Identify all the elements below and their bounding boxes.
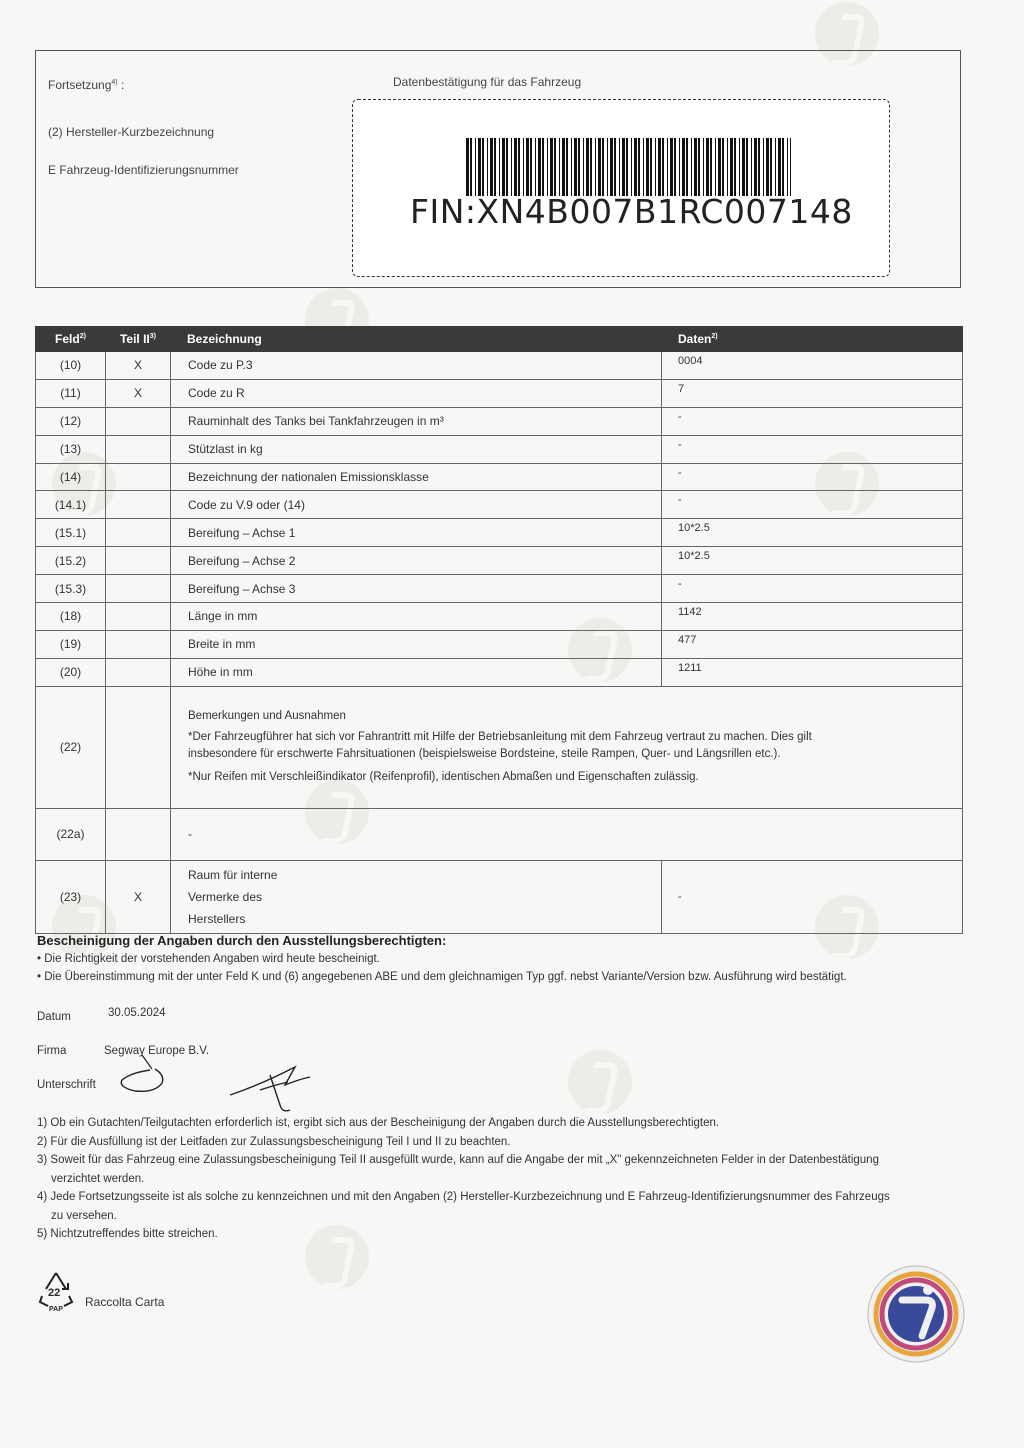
barcode-bar: [494, 138, 496, 196]
barcode-bar: [626, 138, 628, 196]
barcode-bar: [478, 138, 481, 196]
barcode-bar: [562, 138, 565, 196]
internal-notes-line-1: Raum für interne: [188, 867, 278, 882]
feld-cell: (14.1): [36, 491, 106, 519]
barcode-bar: [698, 138, 700, 196]
table-row: [36, 519, 963, 547]
col-teil-header: Teil II$^{3)}$: [106, 327, 171, 352]
barcode-bar: [607, 138, 608, 196]
date-label: Datum: [37, 1011, 71, 1023]
barcode-bar: [598, 138, 601, 196]
bezeichnung-cell: Bezeichnung der nationalen Emissionsklasse: [171, 463, 662, 491]
barcode-bar: [475, 138, 476, 196]
certification-bullet-2: • Die Übereinstimmung mit der unter Feld K und (6) angegebenen ABE und dem gleichnamigen Typ ggf. nebst Variante/Version bzw. Ausführung wird bestätigt.: [37, 971, 847, 983]
barcode-bar: [763, 138, 764, 196]
table-row: [36, 491, 963, 519]
bezeichnung-cell: [171, 860, 662, 933]
table-row: [36, 547, 963, 575]
teil-cell: [106, 547, 171, 575]
barcode-bar: [634, 138, 637, 196]
feld-cell: (23): [36, 860, 106, 933]
feld-cell: (22a): [36, 808, 106, 860]
date-value: 30.05.2024: [108, 1007, 166, 1019]
feld-cell: (14): [36, 463, 106, 491]
footnotes: [37, 1114, 977, 1244]
teil-cell: [106, 658, 171, 686]
company-label: Firma: [37, 1045, 67, 1057]
barcode-bar: [778, 138, 781, 196]
barcode-bar: [514, 138, 517, 196]
handwritten-signature: [110, 1055, 330, 1115]
barcode-bar: [670, 138, 673, 196]
feld-cell: (11): [36, 379, 106, 407]
daten-cell: 7: [662, 379, 963, 407]
barcode-bar: [770, 138, 772, 196]
table-row: [36, 658, 963, 686]
barcode-bar: [682, 138, 685, 196]
barcode-bar: [511, 138, 512, 196]
col-feld-header: Feld$^{2)}$: [36, 327, 106, 352]
daten-cell: -: [662, 407, 963, 435]
barcode-bar: [646, 138, 649, 196]
continuation-label: Fortsetzung$^{4)}$ :: [48, 78, 125, 92]
barcode-bar: [470, 138, 472, 196]
daten-cell: -: [662, 435, 963, 463]
table-row: [36, 575, 963, 603]
teil-cell: [106, 630, 171, 658]
barcode-bar: [590, 138, 592, 196]
teil-cell: [106, 686, 171, 808]
teil-cell: X: [106, 352, 171, 380]
internal-notes-line-3: Herstellers: [188, 911, 246, 926]
feld-cell: (13): [36, 435, 106, 463]
bezeichnung-cell: Rauminhalt des Tanks bei Tankfahrzeugen in m³: [171, 407, 662, 435]
barcode-bar: [715, 138, 716, 196]
barcode-bar: [706, 138, 709, 196]
bezeichnung-cell: Stützlast in kg: [171, 435, 662, 463]
table-row: [36, 808, 963, 860]
bezeichnung-cell: Code zu V.9 oder (14): [171, 491, 662, 519]
feld-cell: (12): [36, 407, 106, 435]
feld-cell: (19): [36, 630, 106, 658]
barcode-bar: [502, 138, 505, 196]
daten-cell: -: [662, 491, 963, 519]
bezeichnung-cell: Code zu R: [171, 379, 662, 407]
recycling-label: Raccolta Carta: [85, 1295, 165, 1309]
footnote-2: 2) Für die Ausfüllung ist der Leitfaden zur Zulassungsbescheinigung Teil I und II zu beachten.: [37, 1135, 511, 1148]
barcode-bar: [694, 138, 697, 196]
barcode-bar: [730, 138, 733, 196]
barcode-bar: [691, 138, 692, 196]
barcode-bar: [722, 138, 724, 196]
teil-cell: X: [106, 379, 171, 407]
table-row: [36, 435, 963, 463]
daten-cell: -: [662, 575, 963, 603]
teil-cell: [106, 519, 171, 547]
barcode-bar: [518, 138, 520, 196]
bezeichnung-cell: Code zu P.3: [171, 352, 662, 380]
barcode-bar: [530, 138, 532, 196]
daten-cell: -: [662, 463, 963, 491]
barcode-bar: [542, 138, 544, 196]
barcode-bar: [655, 138, 656, 196]
watermark-logo: [568, 1050, 632, 1114]
barcode-bar: [526, 138, 529, 196]
footnote-1: 1) Ob ein Gutachten/Teilgutachten erforderlich ist, ergibt sich aus der Bescheinigung der Angaben durch die Ausstellungsberechtigten.: [37, 1117, 720, 1129]
vehicle-data-table: [35, 326, 963, 934]
barcode-bar: [751, 138, 752, 196]
hologram-seal-icon: [866, 1264, 966, 1364]
barcode-bar: [686, 138, 688, 196]
bezeichnung-cell: Länge in mm: [171, 603, 662, 631]
table-row: [36, 407, 963, 435]
certification-bullet-1: • Die Richtigkeit der vorstehenden Angaben wird heute bescheinigt.: [37, 953, 380, 965]
barcode-bar: [727, 138, 728, 196]
daten-cell: 1142: [662, 603, 963, 631]
recycling-code: PAP: [49, 1306, 63, 1313]
barcode-bar: [638, 138, 640, 196]
footnote-3-continued: verzichtet werden.: [51, 1172, 145, 1185]
barcode-bar: [667, 138, 668, 196]
teil-cell: [106, 435, 171, 463]
table-row: [36, 379, 963, 407]
barcode-bar: [718, 138, 721, 196]
daten-cell: -: [662, 860, 963, 933]
company-value: Segway Europe B.V.: [104, 1045, 210, 1057]
teil-cell: [106, 808, 171, 860]
barcode-bar: [775, 138, 776, 196]
barcode-bar: [490, 138, 493, 196]
barcode-bar: [583, 138, 584, 196]
barcode-bar: [754, 138, 757, 196]
barcode-bar: [787, 138, 788, 196]
table-row: [36, 603, 963, 631]
barcode-bar: [746, 138, 748, 196]
barcode-bar: [619, 138, 620, 196]
barcode-bar: [710, 138, 712, 196]
bezeichnung-cell: Bereifung – Achse 1: [171, 519, 662, 547]
barcode-bar: [482, 138, 484, 196]
footnote-4-continued: zu versehen.: [51, 1209, 117, 1222]
barcode-bar: [554, 138, 556, 196]
teil-cell: [106, 575, 171, 603]
barcode-bar: [790, 138, 791, 196]
daten-cell: 1211: [662, 658, 963, 686]
table-row: [36, 860, 963, 933]
table-row: [36, 352, 963, 380]
barcode-bar: [538, 138, 541, 196]
barcode-bar: [758, 138, 760, 196]
teil-cell: [106, 407, 171, 435]
barcode-bar: [506, 138, 508, 196]
table-row: [36, 630, 963, 658]
barcode-bar: [466, 138, 469, 196]
barcode-bar: [535, 138, 536, 196]
barcode-bar: [566, 138, 568, 196]
data-confirmation-title: Datenbestätigung für das Fahrzeug: [393, 75, 582, 89]
teil-cell: [106, 463, 171, 491]
barcode-bar: [662, 138, 664, 196]
barcode-bar: [742, 138, 745, 196]
barcode-bar: [643, 138, 644, 196]
barcode-bar: [734, 138, 736, 196]
remarks-line-2: insbesondere für erschwerte Fahrsituationen (beispielsweise Bordsteine, steile Rampen, Quer- und Längsrillen etc.).: [188, 748, 781, 761]
barcode-bar: [499, 138, 500, 196]
barcode-bar: [595, 138, 596, 196]
barcode-bar: [523, 138, 524, 196]
barcode-bar: [550, 138, 553, 196]
barcode-bar: [631, 138, 632, 196]
daten-cell: 477: [662, 630, 963, 658]
footnote-5: 5) Nichtzutreffendes bitte streichen.: [37, 1228, 218, 1240]
recycling-number: 22: [48, 1287, 61, 1299]
teil-cell: [106, 491, 171, 519]
daten-cell: 0004: [662, 352, 963, 380]
table-row: [36, 463, 963, 491]
footnote-4: 4) Jede Fortsetzungsseite ist als solche zu kennzeichnen und mit den Angaben (2) Hersteller-Kurzbezeichnung und E Fahrzeug-Identifizierungsnummer des Fahrzeugs: [37, 1191, 890, 1203]
barcode-bar: [703, 138, 704, 196]
barcode-bar: [614, 138, 616, 196]
bezeichnung-cell: Höhe in mm: [171, 658, 662, 686]
barcode-bar: [571, 138, 572, 196]
feld-cell: (18): [36, 603, 106, 631]
bezeichnung-cell: -: [171, 808, 963, 860]
barcode-bar: [674, 138, 676, 196]
bezeichnung-cell: Breite in mm: [171, 630, 662, 658]
barcode-bar: [602, 138, 604, 196]
feld-cell: (15.1): [36, 519, 106, 547]
signature-label: Unterschrift: [37, 1079, 96, 1091]
feld-cell: (20): [36, 658, 106, 686]
certification-title: Bescheinigung der Angaben durch den Ausstellungsberechtigten:: [37, 933, 447, 948]
remarks-cell: [171, 686, 963, 808]
barcode-bar: [610, 138, 613, 196]
barcode-bar: [739, 138, 740, 196]
remarks-line-1: *Der Fahrzeugführer hat sich vor Fahrantritt mit Hilfe der Betriebsanleitung mit dem Fahrzeug vertraut zu machen. Dies gilt: [188, 731, 812, 744]
barcode-bar: [658, 138, 661, 196]
internal-notes-line-2: Vermerke des: [188, 889, 263, 904]
table-row-remarks: [36, 686, 963, 808]
barcode-bar: [578, 138, 580, 196]
feld-cell: (15.2): [36, 547, 106, 575]
daten-cell: 10*2.5: [662, 547, 963, 575]
fin-number: FIN:XN4B007B1RC007148: [410, 192, 853, 231]
bezeichnung-cell: Bereifung – Achse 3: [171, 575, 662, 603]
remarks-title: Bemerkungen und Ausnahmen: [188, 710, 346, 723]
daten-cell: 10*2.5: [662, 519, 963, 547]
bezeichnung-cell: Bereifung – Achse 2: [171, 547, 662, 575]
teil-cell: X: [106, 860, 171, 933]
col-bezeichnung-header: Bezeichnung: [171, 327, 662, 352]
footnote-3: 3) Soweit für das Fahrzeug eine Zulassungsbescheinigung Teil II ausgefüllt wurde, kann auf die Angabe der mit „X" gekennzeichneten Felder in der Datenbestätigung: [37, 1154, 879, 1166]
barcode-bar: [766, 138, 769, 196]
barcode-bar: [622, 138, 625, 196]
barcode: [466, 138, 791, 196]
feld-cell: (22): [36, 686, 106, 808]
barcode-bar: [650, 138, 652, 196]
teil-cell: [106, 603, 171, 631]
col-daten-header: Daten$^{2)}$: [662, 327, 963, 352]
feld-cell: (10): [36, 352, 106, 380]
barcode-bar: [559, 138, 560, 196]
barcode-bar: [586, 138, 589, 196]
vin-label: E Fahrzeug-Identifizierungsnummer: [48, 163, 239, 177]
barcode-bar: [679, 138, 680, 196]
feld-cell: (15.3): [36, 575, 106, 603]
table-header-row: [36, 327, 963, 352]
barcode-bar: [782, 138, 784, 196]
barcode-bar: [487, 138, 488, 196]
manufacturer-short-label: (2) Hersteller-Kurzbezeichnung: [48, 125, 215, 139]
barcode-bar: [547, 138, 548, 196]
remarks-line-3: *Nur Reifen mit Verschleißindikator (Reifenprofil), identischen Abmaßen und Eigenschaften zulässig.: [188, 771, 699, 784]
barcode-bar: [574, 138, 577, 196]
